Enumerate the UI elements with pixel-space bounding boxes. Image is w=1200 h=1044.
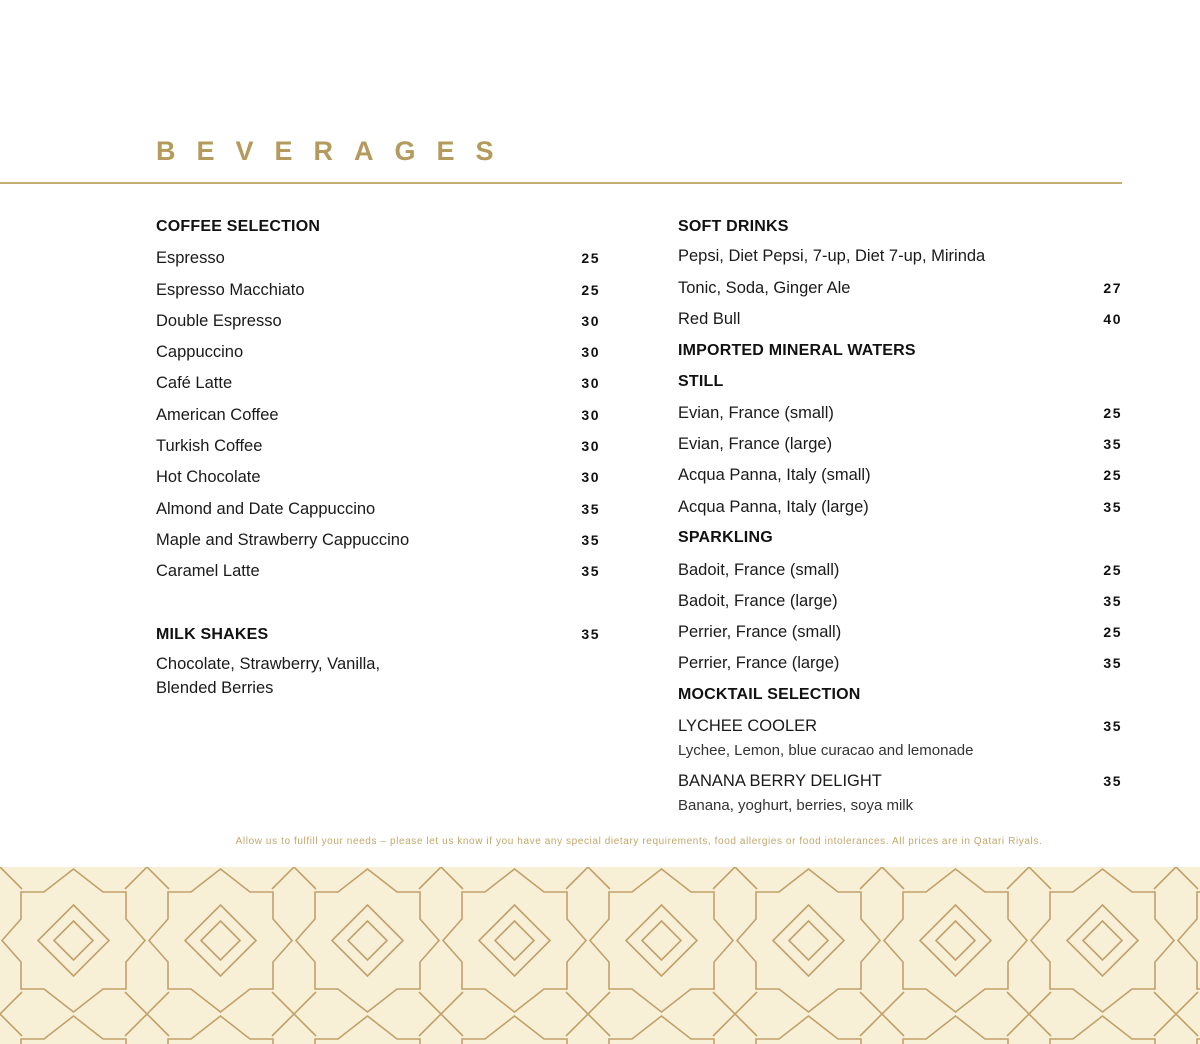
- menu-item: [678, 561, 1122, 580]
- item-name: Pepsi, Diet Pepsi, 7-up, Diet 7-up, Mirinda: [678, 247, 986, 265]
- item-name: Maple and Strawberry Cappuccino: [156, 531, 410, 549]
- item-price: 35: [1103, 593, 1122, 609]
- menu-item: [678, 623, 1122, 642]
- menu-item: [156, 562, 600, 581]
- item-name: Perrier, France (large): [678, 654, 840, 672]
- coffee-heading: COFFEE SELECTION: [156, 218, 321, 235]
- milkshakes-desc-line: Chocolate, Strawberry, Vanilla,: [156, 655, 381, 673]
- item-price: 27: [1103, 280, 1122, 296]
- menu-item: [156, 406, 600, 425]
- item-price: 25: [1103, 467, 1122, 483]
- menu-item: [678, 717, 1122, 736]
- item-price: 35: [581, 563, 600, 579]
- soft-drinks-heading: SOFT DRINKS: [678, 218, 789, 235]
- menu-item: [678, 654, 1122, 673]
- menu-item: [678, 466, 1122, 485]
- item-name: Badoit, France (large): [678, 592, 838, 610]
- menu-item: [678, 279, 1122, 298]
- item-price: 30: [581, 407, 600, 423]
- item-price: 35: [1103, 718, 1122, 734]
- item-name: American Coffee: [156, 406, 279, 424]
- menu-item: [156, 500, 600, 519]
- item-price: 35: [1103, 773, 1122, 789]
- milkshakes-price: 35: [581, 626, 600, 642]
- item-description: Banana, yoghurt, berries, soya milk: [678, 797, 914, 814]
- item-name: Acqua Panna, Italy (small): [678, 466, 871, 484]
- footer-note: Allow us to fulfill your needs – please let us know if you have any special dietary requirements, food allergies or food intolerances. All prices are in Qatari Riyals.: [235, 836, 1043, 847]
- item-name: Espresso Macchiato: [156, 281, 305, 299]
- menu-item: [678, 498, 1122, 517]
- still-heading-row: [678, 373, 1122, 391]
- menu-item: [156, 249, 600, 268]
- item-price: 35: [1103, 499, 1122, 515]
- item-name: Turkish Coffee: [156, 437, 263, 455]
- milkshakes-description: [156, 652, 380, 700]
- waters-heading: IMPORTED MINERAL WATERS: [678, 342, 916, 359]
- item-name: Evian, France (large): [678, 435, 833, 453]
- item-price: 30: [581, 313, 600, 329]
- menu-item: [678, 404, 1122, 423]
- item-price: 30: [581, 438, 600, 454]
- menu-item: [678, 310, 1122, 329]
- milkshakes-desc-line: Blended Berries: [156, 679, 274, 697]
- item-name: Acqua Panna, Italy (large): [678, 498, 869, 516]
- item-name: Cappuccino: [156, 343, 244, 361]
- menu-item: [156, 468, 600, 487]
- item-price: 25: [1103, 624, 1122, 640]
- still-heading: STILL: [678, 373, 724, 390]
- item-price: 25: [581, 250, 600, 266]
- item-price: 30: [581, 375, 600, 391]
- menu-item: [156, 312, 600, 331]
- item-price: 25: [581, 282, 600, 298]
- item-name: BANANA BERRY DELIGHT: [678, 772, 882, 790]
- waters-heading-row: [678, 342, 1122, 360]
- title-divider: [0, 182, 1122, 184]
- menu-item: [156, 281, 600, 300]
- item-name: Red Bull: [678, 310, 741, 328]
- item-name: Espresso: [156, 249, 225, 267]
- item-name: Badoit, France (small): [678, 561, 840, 579]
- menu-item: [678, 772, 1122, 791]
- milkshakes-heading: MILK SHAKES: [156, 626, 269, 643]
- item-price: 30: [581, 344, 600, 360]
- item-price: 35: [581, 501, 600, 517]
- item-price: 25: [1103, 562, 1122, 578]
- item-name: Caramel Latte: [156, 562, 260, 580]
- item-price: 35: [1103, 436, 1122, 452]
- item-price: 25: [1103, 405, 1122, 421]
- page-title: BEVERAGES: [156, 136, 515, 166]
- menu-item: [156, 343, 600, 362]
- item-price: 40: [1103, 311, 1122, 327]
- item-name: Perrier, France (small): [678, 623, 842, 641]
- decorative-pattern: [0, 867, 1200, 1044]
- item-name: Hot Chocolate: [156, 468, 261, 486]
- item-name: Tonic, Soda, Ginger Ale: [678, 279, 851, 297]
- menu-item: [156, 531, 600, 550]
- mocktails-heading: MOCKTAIL SELECTION: [678, 686, 861, 703]
- item-price: 35: [1103, 655, 1122, 671]
- soft-drinks-heading-row: [678, 218, 1122, 236]
- sparkling-heading: SPARKLING: [678, 529, 773, 546]
- milkshakes-heading-row: [156, 626, 600, 644]
- item-name: Almond and Date Cappuccino: [156, 500, 376, 518]
- menu-item: [156, 374, 600, 393]
- menu-item: [156, 437, 600, 456]
- item-name: Evian, France (small): [678, 404, 834, 422]
- mocktails-heading-row: [678, 686, 1122, 704]
- item-price: 30: [581, 469, 600, 485]
- coffee-heading-row: [156, 218, 600, 236]
- item-name: LYCHEE COOLER: [678, 717, 818, 735]
- menu-item: [678, 247, 1122, 266]
- item-description: Lychee, Lemon, blue curacao and lemonade: [678, 742, 974, 759]
- item-price: 35: [581, 532, 600, 548]
- sparkling-heading-row: [678, 529, 1122, 547]
- menu-item: [678, 592, 1122, 611]
- item-name: Café Latte: [156, 374, 233, 392]
- item-name: Double Espresso: [156, 312, 282, 330]
- menu-item: [678, 435, 1122, 454]
